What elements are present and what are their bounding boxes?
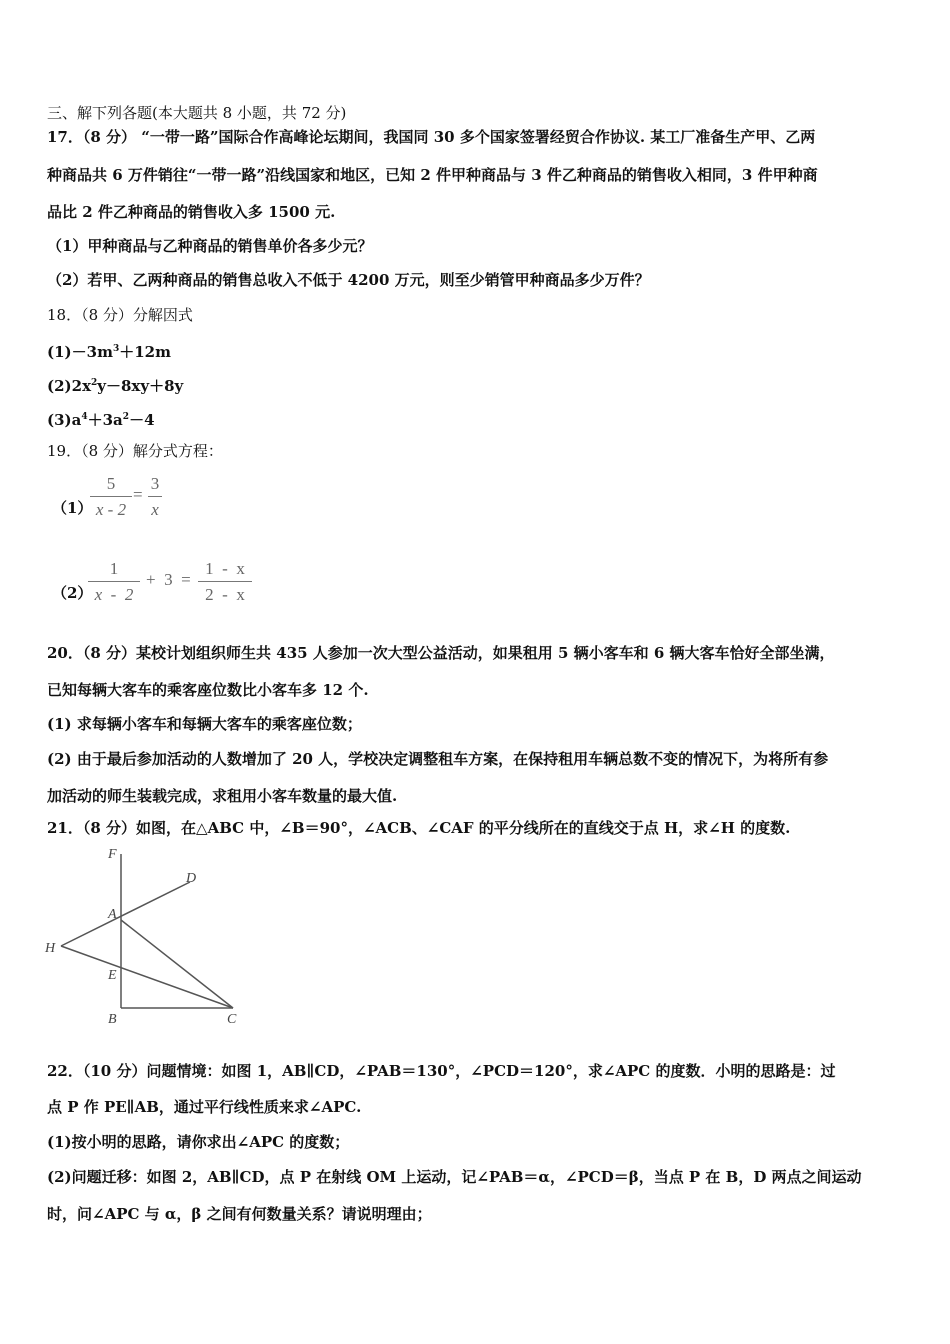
- label-E: E: [108, 968, 117, 983]
- q20-sub1: (1) 求每辆小客车和每辆大客车的乘客座位数；: [47, 715, 362, 733]
- q19-title: 19．（8 分）解分式方程：: [47, 442, 223, 460]
- q20-sub2a: (2) 由于最后参加活动的人数增加了 20 人，学校决定调整租车方案，在保持租用车辆总数不变的情况下，为将所有参: [47, 750, 829, 768]
- q20-line1: 20．（8 分）某校计划组织师生共 435 人参加一次大型公益活动，如果租用 5 辆小客车和 6 辆大客车恰好全部坐满，: [47, 644, 835, 662]
- label-D: D: [186, 871, 197, 886]
- eq1-label: （1）: [52, 499, 93, 517]
- q22-sub1: (1)按小明的思路，请你求出∠APC 的度数；: [47, 1133, 350, 1151]
- q18-title: 18．（8 分）分解因式: [47, 306, 193, 324]
- q22-sub2a: (2)问题迁移：如图 2，AB∥CD，点 P 在射线 OM 上运动，记∠PAB＝α，∠PCD＝β，当点 P 在 B，D 两点之间运动: [47, 1168, 862, 1186]
- eq2-right-fraction: 1 - x 2 - x: [198, 559, 252, 607]
- label-A: A: [108, 907, 117, 922]
- section-title: 三、解下列各题(本大题共 8 小题，共 72 分): [47, 104, 347, 122]
- q20-line2: 已知每辆大客车的乘客座位数比小客车多 12 个.: [47, 681, 369, 699]
- q17-line1: 17．（8 分） “一带一路”国际合作高峰论坛期间，我国同 30 多个国家签署经贸合作协议. 某工厂准备生产甲、乙两: [47, 128, 816, 146]
- line-AC: [121, 920, 233, 1008]
- eq1-equals: =: [133, 485, 143, 504]
- label-C: C: [227, 1012, 237, 1027]
- q18-part2: $(2)2x^2y-8xy+8y$: [47, 377, 184, 395]
- label-F: F: [108, 847, 117, 862]
- eq2-left-fraction: 1 x - 2: [88, 559, 140, 607]
- q21-figure: [40, 840, 260, 1030]
- q22-line1: 22．（10 分）问题情境：如图 1，AB∥CD，∠PAB＝130°，∠PCD＝120°，求∠APC 的度数．小明的思路是：过: [47, 1062, 836, 1080]
- q17-sub1: （1）甲种商品与乙种商品的销售单价各多少元？: [47, 237, 373, 255]
- q21-text: 21．（8 分）如图，在△ABC 中，∠B＝90°，∠ACB、∠CAF 的平分线所在的直线交于点 H，求∠H 的度数.: [47, 819, 791, 837]
- q20-sub2b: 加活动的师生装载完成，求租用小客车数量的最大值.: [47, 787, 398, 805]
- q18-part3: $(3)a^4+3a^2-4$: [47, 411, 155, 429]
- q18-part1: $(1)-3m^3+12m$: [47, 343, 171, 361]
- q17-line3: 品比 2 件乙种商品的销售收入多 1500 元.: [47, 203, 336, 221]
- eq2-plus-three: + 3 =: [146, 570, 191, 589]
- label-H: H: [45, 941, 56, 956]
- eq2-label: （2）: [52, 584, 93, 602]
- eq1-right-fraction: 3 x: [146, 474, 164, 522]
- line-HC: [61, 946, 233, 1008]
- line-HD: [61, 882, 190, 946]
- q22-sub2b: 时，问∠APC 与 α，β 之间有何数量关系？请说明理由；: [47, 1205, 432, 1223]
- q17-line2: 种商品共 6 万件销往“一带一路”沿线国家和地区，已知 2 件甲种商品与 3 件乙种商品的销售收入相同，3 件甲种商: [47, 166, 818, 184]
- q17-sub2: （2）若甲、乙两种商品的销售总收入不低于 4200 万元，则至少销管甲种商品多少万件？: [47, 271, 650, 289]
- label-B: B: [108, 1012, 117, 1027]
- eq1-left-fraction: 5 x - 2: [90, 474, 132, 522]
- q22-line2: 点 P 作 PE∥AB，通过平行线性质来求∠APC.: [47, 1098, 362, 1116]
